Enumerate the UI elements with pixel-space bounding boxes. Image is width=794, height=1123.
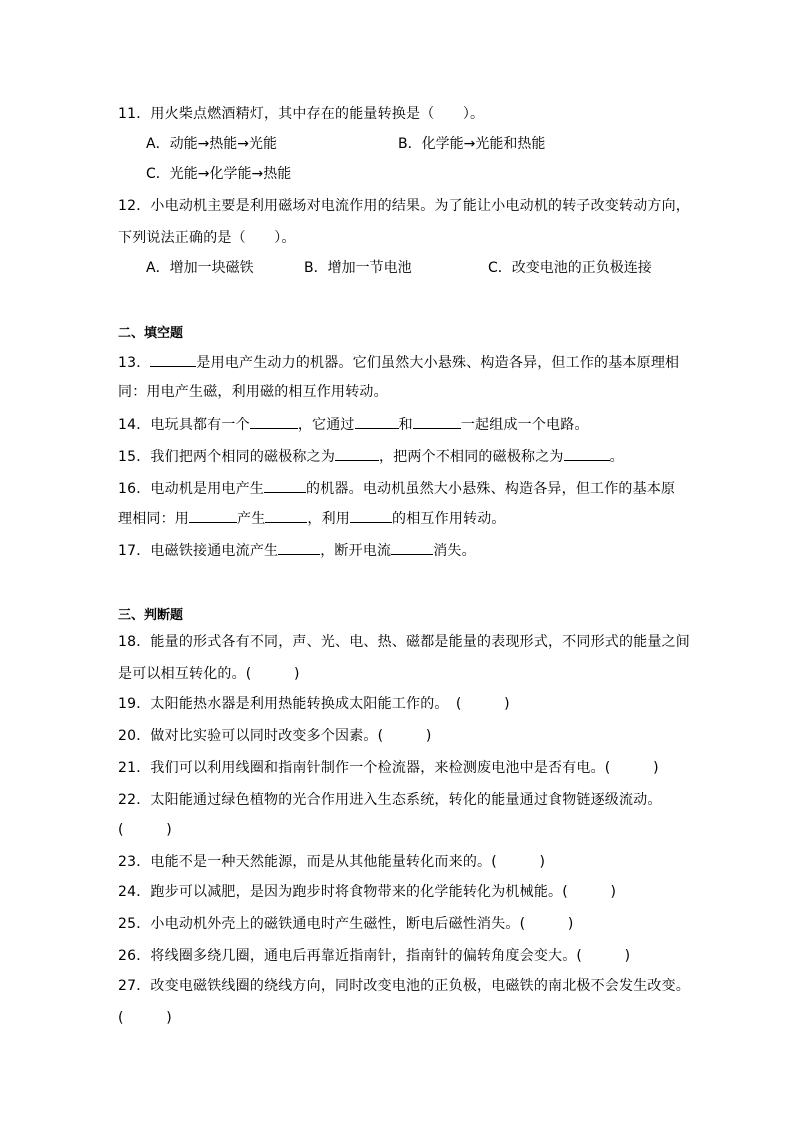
- question-16-text2: 的机器。电动机虽然大小悬殊、构造各异，但工作的基本原: [306, 481, 676, 497]
- question-13-text1: 是用电产生动力的机器。它们虽然大小悬殊、构造各异，但工作的基本原理相: [196, 355, 680, 371]
- question-22-line2: ( ): [118, 822, 172, 838]
- section-heading-true-false: 三、判断题: [118, 608, 184, 623]
- question-17-text3: 消失。: [433, 543, 476, 559]
- question-24: 24．跑步可以减肥，是因为跑步时将食物带来的化学能转化为机械能。( ): [118, 884, 617, 900]
- question-11-option-b: B．化学能→光能和热能: [398, 136, 546, 152]
- question-26: 26．将线圈多绕几圈，通电后再靠近指南针，指南针的偏转角度会变大。( ): [118, 948, 631, 964]
- question-17-text2: ，断开电流: [320, 543, 392, 559]
- question-16-text1: 16．电动机是用电产生: [118, 481, 265, 497]
- question-11-option-c: C．光能→化学能→热能: [146, 166, 292, 182]
- answer-blank[interactable]: [150, 352, 196, 367]
- question-13-line1: [118, 352, 679, 373]
- question-27-line2: ( ): [118, 1010, 172, 1026]
- question-18-line1: 18．能量的形式各有不同，声、光、电、热、磁都是能量的表现形式，不同形式的能量之间: [118, 634, 691, 650]
- question-12-stem-line1: 12．小电动机主要是利用磁场对电流作用的结果。为了能让小电动机的转子改变转动方向，: [118, 198, 691, 214]
- question-15-text3: 。: [609, 449, 624, 465]
- question-16-line2: [118, 508, 506, 529]
- question-14-text3: 和: [398, 417, 413, 433]
- question-16-text4: 产生: [237, 511, 266, 527]
- question-16-text3: 理相同：用: [118, 511, 189, 527]
- question-18-line2: 是可以相互转化的。( ): [118, 666, 300, 682]
- question-12-option-b: B．增加一节电池: [304, 260, 412, 276]
- answer-blank[interactable]: [564, 446, 610, 461]
- question-15: [118, 446, 624, 467]
- question-12-stem-line2: 下列说法正确的是（ ）。: [118, 230, 296, 246]
- answer-blank[interactable]: [355, 414, 399, 429]
- answer-blank[interactable]: [350, 508, 392, 523]
- answer-blank[interactable]: [391, 540, 433, 555]
- question-14: [118, 414, 589, 435]
- question-14-text4: 一起组成一个电路。: [460, 417, 589, 433]
- question-12-option-c: C．改变电池的正负极连接: [488, 260, 652, 276]
- question-12-option-a: A．增加一块磁铁: [146, 260, 254, 276]
- question-17-text1: 17．电磁铁接通电流产生: [118, 543, 279, 559]
- question-21: 21．我们可以利用线圈和指南针制作一个检流器，来检测废电池中是否有电。( ): [118, 760, 659, 776]
- question-22-line1: 22．太阳能通过绿色植物的光合作用进入生态系统，转化的能量通过食物链逐级流动。: [118, 792, 662, 808]
- question-14-text2: ，它通过: [297, 417, 355, 433]
- question-16-line1: [118, 478, 675, 499]
- answer-blank[interactable]: [413, 414, 461, 429]
- question-11-option-a: A．动能→热能→光能: [146, 136, 278, 152]
- question-14-text1: 14．电玩具都有一个: [118, 417, 250, 433]
- question-15-text1: 15．我们把两个相同的磁极称之为: [118, 449, 336, 465]
- answer-blank[interactable]: [250, 414, 298, 429]
- section-heading-fill-in: 二、填空题: [118, 326, 184, 341]
- question-13-line2: 同：用电产生磁，利用磁的相互作用转动。: [118, 384, 388, 400]
- question-27-line1: 27．改变电磁铁线圈的绕线方向，同时改变电池的正负极，电磁铁的南北极不会发生改变。: [118, 978, 691, 994]
- answer-blank[interactable]: [335, 446, 379, 461]
- question-19: 19．太阳能热水器是利用热能转换成太阳能工作的。 ( ): [118, 696, 510, 712]
- answer-blank[interactable]: [264, 478, 306, 493]
- question-16-text5: ，利用: [307, 511, 351, 527]
- answer-blank[interactable]: [189, 508, 237, 523]
- question-25: 25．小电动机外壳上的磁铁通电时产生磁性，断电后磁性消失。( ): [118, 916, 574, 932]
- question-17: [118, 540, 476, 561]
- question-20: 20．做对比实验可以同时改变多个因素。( ): [118, 728, 432, 744]
- question-15-text2: ，把两个不相同的磁极称之为: [379, 449, 564, 465]
- question-11-stem: 11．用火柴点燃酒精灯，其中存在的能量转换是（ ）。: [118, 106, 485, 122]
- question-16-text6: 的相互作用转动。: [392, 511, 506, 527]
- question-13-number: 13．: [118, 355, 151, 371]
- answer-blank[interactable]: [278, 540, 320, 555]
- question-23: 23．电能不是一种天然能源，而是从其他能量转化而来的。( ): [118, 854, 546, 870]
- answer-blank[interactable]: [265, 508, 307, 523]
